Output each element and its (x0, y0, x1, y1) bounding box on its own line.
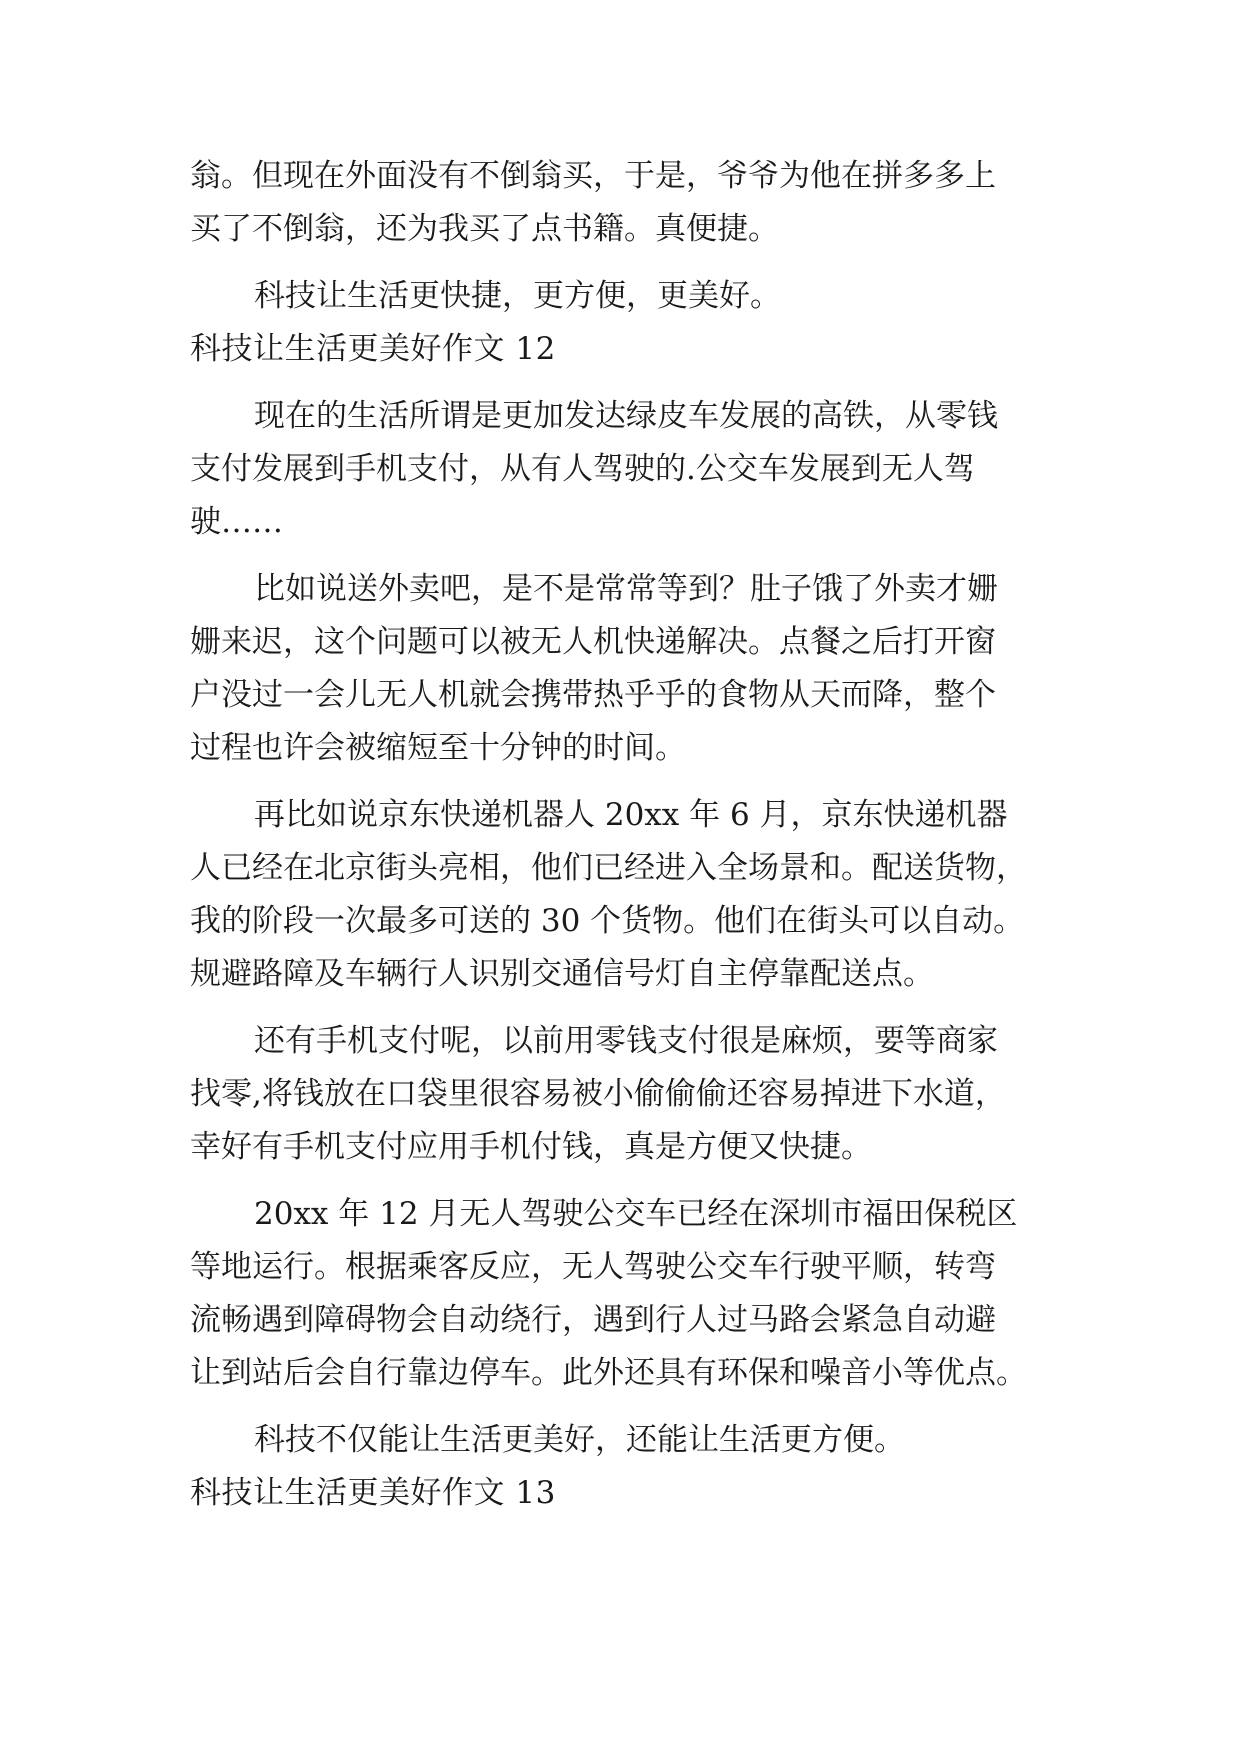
paragraph-line: 驶…… (190, 504, 283, 540)
paragraph-line: 翁。但现在外面没有不倒翁买，于是，爷爷为他在拼多多上 (190, 158, 996, 194)
paragraph-line: 幸好有手机支付应用手机付钱，真是方便又快捷。 (190, 1129, 872, 1165)
paragraph-line: 20xx 年 12 月无人驾驶公交车已经在深圳市福田保税区 (254, 1196, 1018, 1232)
paragraph-line: 支付发展到手机支付，从有人驾驶的.公交车发展到无人驾 (190, 451, 975, 487)
paragraph-line: 规避路障及车辆行人识别交通信号灯自主停靠配送点。 (190, 956, 934, 992)
paragraph-line: 流畅遇到障碍物会自动绕行，遇到行人过马路会紧急自动避 (190, 1302, 996, 1338)
paragraph-line: 买了不倒翁，还为我买了点书籍。真便捷。 (190, 211, 779, 247)
paragraph-line: 人已经在北京街头亮相，他们已经进入全场景和。配送货物， (190, 850, 1027, 886)
paragraph-line: 让到站后会自行靠边停车。此外还具有环保和噪音小等优点。 (190, 1355, 1027, 1391)
essay-heading: 科技让生活更美好作文 13 (190, 1475, 556, 1511)
paragraph-line: 过程也许会被缩短至十分钟的时间。 (190, 730, 686, 766)
paragraph-line: 比如说送外卖吧，是不是常常等到？肚子饿了外卖才姗 (254, 571, 998, 607)
paragraph-line: 户没过一会儿无人机就会携带热乎乎的食物从天而降，整个 (190, 677, 996, 713)
paragraph-line: 科技让生活更快捷，更方便，更美好。 (254, 278, 781, 314)
paragraph-line: 再比如说京东快递机器人 20xx 年 6 月，京东快递机器 (254, 797, 1008, 833)
document-page (190, 150, 1060, 1520)
paragraph-line: 等地运行。根据乘客反应，无人驾驶公交车行驶平顺，转弯 (190, 1249, 996, 1285)
paragraph-line: 科技不仅能让生活更美好，还能让生活更方便。 (254, 1422, 905, 1458)
paragraph-line: 还有手机支付呢，以前用零钱支付很是麻烦，要等商家 (254, 1023, 998, 1059)
paragraph-line: 现在的生活所谓是更加发达绿皮车发展的高铁，从零钱 (254, 398, 998, 434)
paragraph-line: 姗来迟，这个问题可以被无人机快递解决。点餐之后打开窗 (190, 624, 996, 660)
paragraph-line: 找零,将钱放在口袋里很容易被小偷偷偷还容易掉进下水道， (190, 1076, 1006, 1112)
essay-heading: 科技让生活更美好作文 12 (190, 331, 556, 367)
paragraph-line: 我的阶段一次最多可送的 30 个货物。他们在街头可以自动。 (190, 903, 1025, 939)
